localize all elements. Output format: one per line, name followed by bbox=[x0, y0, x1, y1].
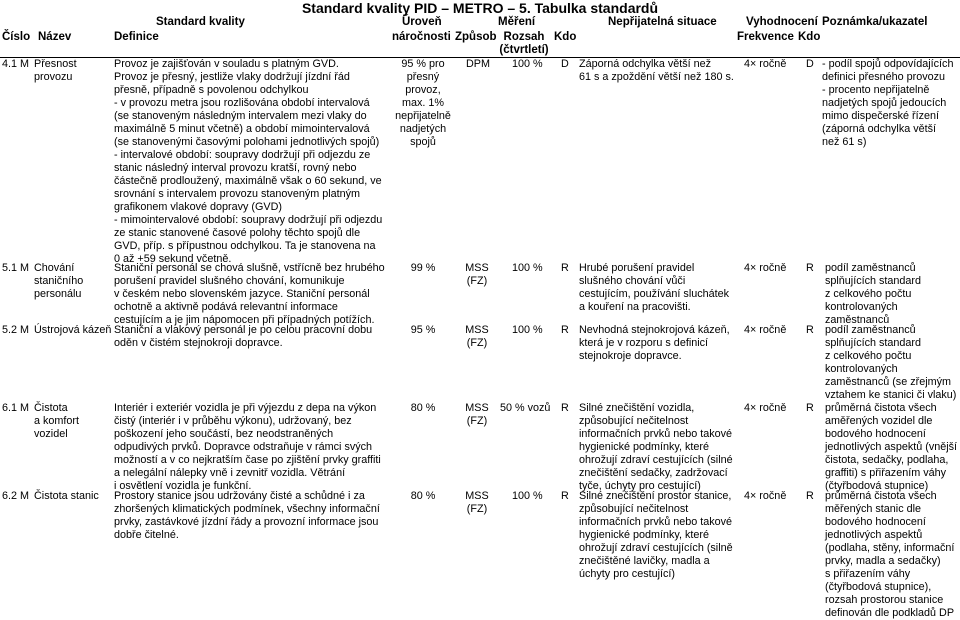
row-id: 6.2 M bbox=[2, 490, 30, 502]
row-name: Čistota stanic bbox=[34, 490, 99, 502]
row-scope: 50 % vozů bbox=[500, 402, 551, 414]
row-note: průměrná čistota všech aměřených vozidel dle bodového hodnocení jednotlivých aspektů (vnější čistota, sedačky, podlaha, graffiti) s přiřazením váhy (čtyřbodová stupnice) bbox=[825, 402, 958, 492]
row-note: podíl zaměstnanců splňujících standard z celkového počtu kontrolovaných zaměstnanců bbox=[825, 262, 922, 326]
header-kdo-vyhodnoceni: Kdo bbox=[798, 31, 821, 43]
row-note: - podíl spojů odpovídajících definici přesného provozu - procento nepřijatelně nadjetých spojů jedoucích mimo dispečerské řízení (záporná odchylka větší než 61 s) bbox=[822, 58, 954, 148]
row-level: 95 % bbox=[410, 324, 436, 336]
header-definice: Definice bbox=[114, 31, 159, 43]
row-level: 80 % bbox=[410, 490, 436, 502]
row-frequency: 4× ročně bbox=[744, 262, 787, 274]
header-cislo: Číslo bbox=[2, 31, 31, 43]
row-level: 95 % pro přesný provoz, max. 1% nepřijatelně nadjetých spojů bbox=[395, 58, 451, 148]
header-nepr-situace: Nepřijatelná situace bbox=[608, 16, 717, 28]
row-method: MSS (FZ) bbox=[465, 490, 489, 515]
row-id: 4.1 M bbox=[2, 58, 30, 70]
row-id: 5.1 M bbox=[2, 262, 30, 274]
row-method: DPM bbox=[466, 58, 490, 70]
row-scope: 100 % bbox=[512, 262, 543, 274]
row-method: MSS (FZ) bbox=[465, 262, 489, 287]
row-who2: R bbox=[806, 262, 814, 274]
row-who: D bbox=[561, 58, 569, 70]
row-definition: Staniční personál se chová slušně, vstřícně bez hrubého porušení pravidel slušného chování, komunikuje v českém nebo slovenském jazyce. Staniční personál ochotně a aktivně podává relevantní informace cestujícím a je jim nápomocen při případných potížích. bbox=[114, 262, 385, 326]
row-frequency: 4× ročně bbox=[744, 324, 787, 336]
header-kdo: Kdo bbox=[554, 31, 577, 43]
row-frequency: 4× ročně bbox=[744, 490, 787, 502]
row-definition: Interiér i exteriér vozidla je při výjezdu z depa na výkon čistý (interiér i v průběhu výkonu), udržovaný, bez poškození jeho součástí, bez neodstraněných odpudivých prvků. Dopravce odstraňuje v rámci svých možností a v co nejkratším čase po zjištění prvky graffiti a nelegální nálepky vně i zevnitř vozidla. Větrání i osvětlení vozidla je funkční. bbox=[114, 402, 381, 492]
row-definition: Prostory stanice jsou udržovány čisté a schůdné i za zhoršených klimatických podmínek, všechny informační prvky, zastávkové jízdní řády a provozní informace jsou dobře čitelné. bbox=[114, 490, 380, 541]
row-who: R bbox=[561, 262, 569, 274]
header-uroven: Úroveň bbox=[402, 16, 442, 28]
row-who: R bbox=[561, 402, 569, 414]
row-id: 6.1 M bbox=[2, 402, 30, 414]
header-zpusob: Způsob bbox=[455, 31, 497, 43]
header-vyhodnoceni: Vyhodnocení bbox=[746, 16, 818, 28]
row-scope: 100 % bbox=[512, 324, 543, 336]
row-scope: 100 % bbox=[512, 58, 543, 70]
row-who2: D bbox=[806, 58, 814, 70]
row-who: R bbox=[561, 490, 569, 502]
row-unacceptable: Nevhodná stejnokrojová kázeň, která je v rozporu s definicí stejnokroje dopravce. bbox=[579, 324, 730, 362]
row-definition: Staniční a vlakový personál je po celou pracovní dobu oděn v čistém stejnokroji dopravce. bbox=[114, 324, 373, 349]
row-unacceptable: Silné znečištění vozidla, způsobující nečitelnost informačních prvků nebo takové hygienické podmínky, které ohrožují zdraví cestujících (silné znečištění sedačky, zadržovací tyče, úchyty pro cestující) bbox=[579, 402, 733, 492]
header-frekvence: Frekvence bbox=[737, 31, 794, 43]
row-unacceptable: Silné znečištění prostor stanice, způsobující nečitelnost informačních prvků nebo takové hygienické podmínky, které ohrožují zdraví cestujících (silně znečištěné lavičky, madla a úchyty pro cestující) bbox=[579, 490, 733, 580]
page-title: Standard kvality PID – METRO – 5. Tabulka standardů bbox=[301, 0, 659, 16]
row-who2: R bbox=[806, 402, 814, 414]
row-frequency: 4× ročně bbox=[744, 402, 787, 414]
row-name: Chování staničního personálu bbox=[34, 262, 84, 300]
header-mereni: Měření bbox=[498, 16, 536, 28]
row-name: Ústrojová kázeň bbox=[34, 324, 112, 336]
row-note: podíl zaměstnanců splňujících standard z celkového počtu kontrolovaných zaměstnanců (se zřejmým vztahem ke stanici či vlaku) bbox=[825, 324, 957, 401]
row-method: MSS (FZ) bbox=[465, 324, 489, 349]
row-unacceptable: Hrubé porušení pravidel slušného chování vůči cestujícím, používání sluchátek a kouření na pracovišti. bbox=[579, 262, 730, 313]
row-note: průměrná čistota všech měřených stanic dle bodového hodnocení jednotlivých aspektů (podlaha, stěny, informační prvky, madla a sedačky) s přiřazením váhy (čtyřbodová stupnice), rozsah prostorou stanice definován dle podkladů DP bbox=[825, 490, 955, 619]
header-nazev: Název bbox=[38, 31, 72, 43]
row-id: 5.2 M bbox=[2, 324, 30, 336]
row-who: R bbox=[561, 324, 569, 336]
row-who2: R bbox=[806, 490, 814, 502]
row-level: 99 % bbox=[410, 262, 436, 274]
row-name: Čistota a komfort vozidel bbox=[34, 402, 80, 440]
row-definition: Provoz je zajišťován v souladu s platným GVD. Provoz je přesný, jestliže vlaky dodržují jízdní řád přesně, případně s povolenou odchylkou - v provozu metra jsou rozlišována období intervalová (se stanoveným následným intervalem mezi vlaky do maximálně 5 minut včetně) a období mimointervalová (se stanovenými časovými polohami jednotlivých spojů) - intervalové období: soupravy dodržují při odjezdu ze stanic následný interval provozu kratší, rovný nebo částečně prodloužený, maximálně však o 60 sekund, ve srovnání s intervalem provozu stanoveným platným grafikonem vlakové dopravy (GVD) - mimointervalové období: soupravy dodržují při odjezdu ze stanic stanovené časové polohy těchto spojů dle GVD, příp. s přípustnou odchylkou. Ta je stanovena na 0 až +59 sekund včetně. bbox=[114, 58, 383, 265]
row-frequency: 4× ročně bbox=[744, 58, 787, 70]
header-poznamka: Poznámka/ukazatel bbox=[822, 16, 928, 28]
row-who2: R bbox=[806, 324, 814, 336]
header-standard-kvality: Standard kvality bbox=[156, 16, 245, 28]
row-name: Přesnost provozu bbox=[34, 58, 77, 83]
row-level: 80 % bbox=[410, 402, 436, 414]
row-scope: 100 % bbox=[512, 490, 543, 502]
header-narocnost: náročnosti bbox=[392, 31, 451, 43]
row-method: MSS (FZ) bbox=[465, 402, 489, 427]
row-unacceptable: Záporná odchylka větší než 61 s a zpoždění větší než 180 s. bbox=[579, 58, 734, 83]
header-rozsah: Rozsah (čtvrtletí) bbox=[499, 31, 549, 56]
